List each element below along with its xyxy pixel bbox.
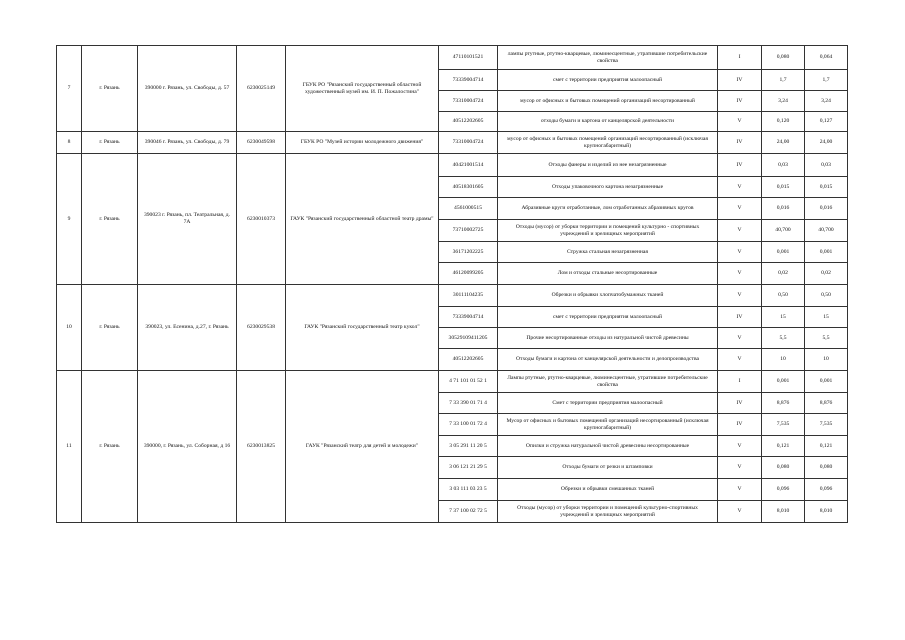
quantity-cell: 0,50 bbox=[805, 285, 848, 307]
quantity-cell: 8,010 bbox=[762, 501, 805, 523]
quantity-cell: 0,080 bbox=[762, 457, 805, 479]
hazard-class-cell: V bbox=[718, 479, 762, 501]
waste-name-cell: лампы ртутные, ртутно-кварцевые, люминесцентные, утратившие потребительские свойства bbox=[498, 46, 718, 70]
quantity-cell: 3,24 bbox=[805, 91, 848, 112]
waste-name-cell: Отходы бумаги от резки и штамповки bbox=[498, 457, 718, 479]
quantity-cell: 0,096 bbox=[805, 479, 848, 501]
quantity-cell: 24,00 bbox=[805, 132, 848, 154]
hazard-class-cell: IV bbox=[718, 393, 762, 414]
waste-code-cell: 7 37 100 02 72 5 bbox=[439, 501, 498, 523]
row-number-cell: 10 bbox=[57, 285, 82, 371]
table-row bbox=[57, 132, 848, 154]
waste-name-cell: смет с территории предприятия малоопасный bbox=[498, 307, 718, 328]
quantity-cell: 0,50 bbox=[762, 285, 805, 307]
waste-code-cell: 73339004714 bbox=[439, 307, 498, 328]
waste-name-cell: Лом и отходы стальные несортированные bbox=[498, 263, 718, 285]
waste-name-cell: Опилки и стружка натуральной чистой древесины несортированные bbox=[498, 436, 718, 457]
waste-code-cell: 47110101521 bbox=[439, 46, 498, 70]
row-number-cell: 8 bbox=[57, 132, 82, 154]
inn-cell: 6230029538 bbox=[237, 285, 286, 371]
waste-code-cell: 36171202225 bbox=[439, 242, 498, 263]
quantity-cell: 0,096 bbox=[762, 479, 805, 501]
city-cell: г. Рязань bbox=[82, 285, 138, 371]
waste-code-cell: 40518301605 bbox=[439, 177, 498, 198]
waste-name-cell: Отходы (мусор) от уборки территории и помещений культурно - спортивных учреждений и зрелищных мероприятий bbox=[498, 220, 718, 242]
waste-code-cell: 3 06 121 21 29 5 bbox=[439, 457, 498, 479]
table-row bbox=[57, 285, 848, 307]
quantity-cell: 8,876 bbox=[762, 393, 805, 414]
hazard-class-cell: V bbox=[718, 112, 762, 132]
hazard-class-cell: V bbox=[718, 501, 762, 523]
address-cell: 390000, г. Рязань, ул. Соборная, д 16 bbox=[138, 371, 237, 523]
quantity-cell: 40,700 bbox=[805, 220, 848, 242]
quantity-cell: 1,7 bbox=[805, 70, 848, 91]
quantity-cell: 5,5 bbox=[762, 328, 805, 349]
quantity-cell: 0,120 bbox=[762, 112, 805, 132]
hazard-class-cell: V bbox=[718, 285, 762, 307]
quantity-cell: 0,016 bbox=[805, 198, 848, 220]
hazard-class-cell: V bbox=[718, 263, 762, 285]
inn-cell: 6230010373 bbox=[237, 154, 286, 285]
waste-code-cell: 73310004724 bbox=[439, 91, 498, 112]
quantity-cell: 0,001 bbox=[805, 371, 848, 393]
address-cell: 390023, ул. Есенина, д.27, г. Рязань bbox=[138, 285, 237, 371]
hazard-class-cell: IV bbox=[718, 307, 762, 328]
row-number-cell: 11 bbox=[57, 371, 82, 523]
waste-code-cell: 73310004724 bbox=[439, 132, 498, 154]
hazard-class-cell: IV bbox=[718, 414, 762, 436]
waste-code-cell: 4 71 101 01 52 1 bbox=[439, 371, 498, 393]
hazard-class-cell: I bbox=[718, 371, 762, 393]
waste-name-cell: мусор от офисных и бытовых помещений организаций несортированный (исключая крупногабаритный) bbox=[498, 132, 718, 154]
waste-name-cell: Обрезки и обрывки хлопчатобумажных тканей bbox=[498, 285, 718, 307]
waste-code-cell: 40421001514 bbox=[439, 154, 498, 177]
quantity-cell: 3,24 bbox=[762, 91, 805, 112]
hazard-class-cell: V bbox=[718, 436, 762, 457]
waste-code-cell: 3 05 291 11 20 5 bbox=[439, 436, 498, 457]
quantity-cell: 0,080 bbox=[762, 46, 805, 70]
quantity-cell: 8,876 bbox=[805, 393, 848, 414]
waste-register-table bbox=[56, 45, 848, 523]
quantity-cell: 15 bbox=[805, 307, 848, 328]
hazard-class-cell: V bbox=[718, 177, 762, 198]
waste-code-cell: 40512202605 bbox=[439, 112, 498, 132]
quantity-cell: 0,080 bbox=[805, 457, 848, 479]
waste-name-cell: Мусор от офисных и бытовых помещений организаций несортированный (исключая крупногабаритный) bbox=[498, 414, 718, 436]
hazard-class-cell: IV bbox=[718, 91, 762, 112]
city-cell: г. Рязань bbox=[82, 154, 138, 285]
row-number-cell: 9 bbox=[57, 154, 82, 285]
waste-name-cell: Абразивные круги отработанные, лом отработанных абразивных кругов bbox=[498, 198, 718, 220]
waste-name-cell: отходы бумаги и картона от канцелярской деятельности bbox=[498, 112, 718, 132]
quantity-cell: 15 bbox=[762, 307, 805, 328]
waste-name-cell: Прочие несортированные отходы из натуральной чистой древесины bbox=[498, 328, 718, 349]
hazard-class-cell: IV bbox=[718, 132, 762, 154]
quantity-cell: 0,016 bbox=[762, 198, 805, 220]
quantity-cell: 40,700 bbox=[762, 220, 805, 242]
quantity-cell: 0,02 bbox=[762, 263, 805, 285]
inn-cell: 6230049598 bbox=[237, 132, 286, 154]
hazard-class-cell: V bbox=[718, 349, 762, 371]
waste-code-cell: 30111104235 bbox=[439, 285, 498, 307]
waste-name-cell: Отходы бумаги и картона от канцелярской деятельности и делопроизводства bbox=[498, 349, 718, 371]
waste-code-cell: 40512202605 bbox=[439, 349, 498, 371]
address-cell: 390023 г. Рязань, пл. Театральная, д. 7А bbox=[138, 154, 237, 285]
quantity-cell: 0,121 bbox=[805, 436, 848, 457]
waste-code-cell: 73710002725 bbox=[439, 220, 498, 242]
address-cell: 390046 г. Рязань, ул. Свободы, д. 79 bbox=[138, 132, 237, 154]
quantity-cell: 0,03 bbox=[805, 154, 848, 177]
waste-code-cell: 3 03 111 03 23 5 bbox=[439, 479, 498, 501]
waste-name-cell: Отходы (мусор) от уборки территории и помещений культурно-спортивных учреждений и зрелищных мероприятий bbox=[498, 501, 718, 523]
quantity-cell: 8,010 bbox=[805, 501, 848, 523]
organization-cell: ГБУК РО "Музей истории молодежного движения" bbox=[286, 132, 439, 154]
quantity-cell: 0,015 bbox=[762, 177, 805, 198]
waste-name-cell: мусор от офисных и бытовых помещений организаций несортированный bbox=[498, 91, 718, 112]
waste-name-cell: Стружка стальная незагрязненная bbox=[498, 242, 718, 263]
organization-cell: ГАУК "Рязанский театр для детей и молодежи" bbox=[286, 371, 439, 523]
quantity-cell: 5,5 bbox=[805, 328, 848, 349]
quantity-cell: 0,127 bbox=[805, 112, 848, 132]
waste-code-cell: 7 33 100 01 72 4 bbox=[439, 414, 498, 436]
waste-code-cell: 73339004714 bbox=[439, 70, 498, 91]
waste-code-cell: 7 33 390 01 71 4 bbox=[439, 393, 498, 414]
organization-cell: ГБУК РО "Рязанский государственный областной художественный музей им. И. П. Пожалостина" bbox=[286, 46, 439, 132]
city-cell: г. Рязань bbox=[82, 371, 138, 523]
quantity-cell: 0,064 bbox=[805, 46, 848, 70]
hazard-class-cell: V bbox=[718, 242, 762, 263]
city-cell: г. Рязань bbox=[82, 132, 138, 154]
quantity-cell: 0,001 bbox=[762, 371, 805, 393]
quantity-cell: 1,7 bbox=[762, 70, 805, 91]
organization-cell: ГАУК "Рязанский государственный областной театр драмы" bbox=[286, 154, 439, 285]
hazard-class-cell: IV bbox=[718, 154, 762, 177]
inn-cell: 6230013825 bbox=[237, 371, 286, 523]
quantity-cell: 0,121 bbox=[762, 436, 805, 457]
quantity-cell: 7,535 bbox=[762, 414, 805, 436]
quantity-cell: 7,535 bbox=[805, 414, 848, 436]
waste-name-cell: Обрезки и обрывки смешанных тканей bbox=[498, 479, 718, 501]
hazard-class-cell: V bbox=[718, 328, 762, 349]
hazard-class-cell: V bbox=[718, 457, 762, 479]
hazard-class-cell: V bbox=[718, 220, 762, 242]
city-cell: г. Рязань bbox=[82, 46, 138, 132]
quantity-cell: 0,015 bbox=[805, 177, 848, 198]
quantity-cell: 24,00 bbox=[762, 132, 805, 154]
quantity-cell: 10 bbox=[805, 349, 848, 371]
address-cell: 390000 г. Рязань, ул. Свободы, д. 57 bbox=[138, 46, 237, 132]
quantity-cell: 0,001 bbox=[762, 242, 805, 263]
waste-code-cell: 46120099205 bbox=[439, 263, 498, 285]
quantity-cell: 0,02 bbox=[805, 263, 848, 285]
waste-name-cell: смет с территории предприятия малоопасный bbox=[498, 70, 718, 91]
hazard-class-cell: I bbox=[718, 46, 762, 70]
table-row bbox=[57, 46, 848, 70]
quantity-cell: 10 bbox=[762, 349, 805, 371]
table-row bbox=[57, 371, 848, 393]
quantity-cell: 0,001 bbox=[805, 242, 848, 263]
hazard-class-cell: IV bbox=[718, 70, 762, 91]
organization-cell: ГАУК "Рязанский государственный театр кукол" bbox=[286, 285, 439, 371]
table-row bbox=[57, 154, 848, 177]
waste-code-cell: 4561000515 bbox=[439, 198, 498, 220]
waste-code-cell: 30529109411205 bbox=[439, 328, 498, 349]
waste-name-cell: Лампы ртутные, ртутно-кварцевые, люминесцентные, утратившие потребительские свойства bbox=[498, 371, 718, 393]
waste-name-cell: Отходы фанеры и изделий из нее незагрязненные bbox=[498, 154, 718, 177]
quantity-cell: 0,03 bbox=[762, 154, 805, 177]
waste-name-cell: Отходы упаковочного картона незагрязненные bbox=[498, 177, 718, 198]
inn-cell: 6230025149 bbox=[237, 46, 286, 132]
row-number-cell: 7 bbox=[57, 46, 82, 132]
waste-name-cell: Смет с территории предприятия малоопасный bbox=[498, 393, 718, 414]
hazard-class-cell: V bbox=[718, 198, 762, 220]
